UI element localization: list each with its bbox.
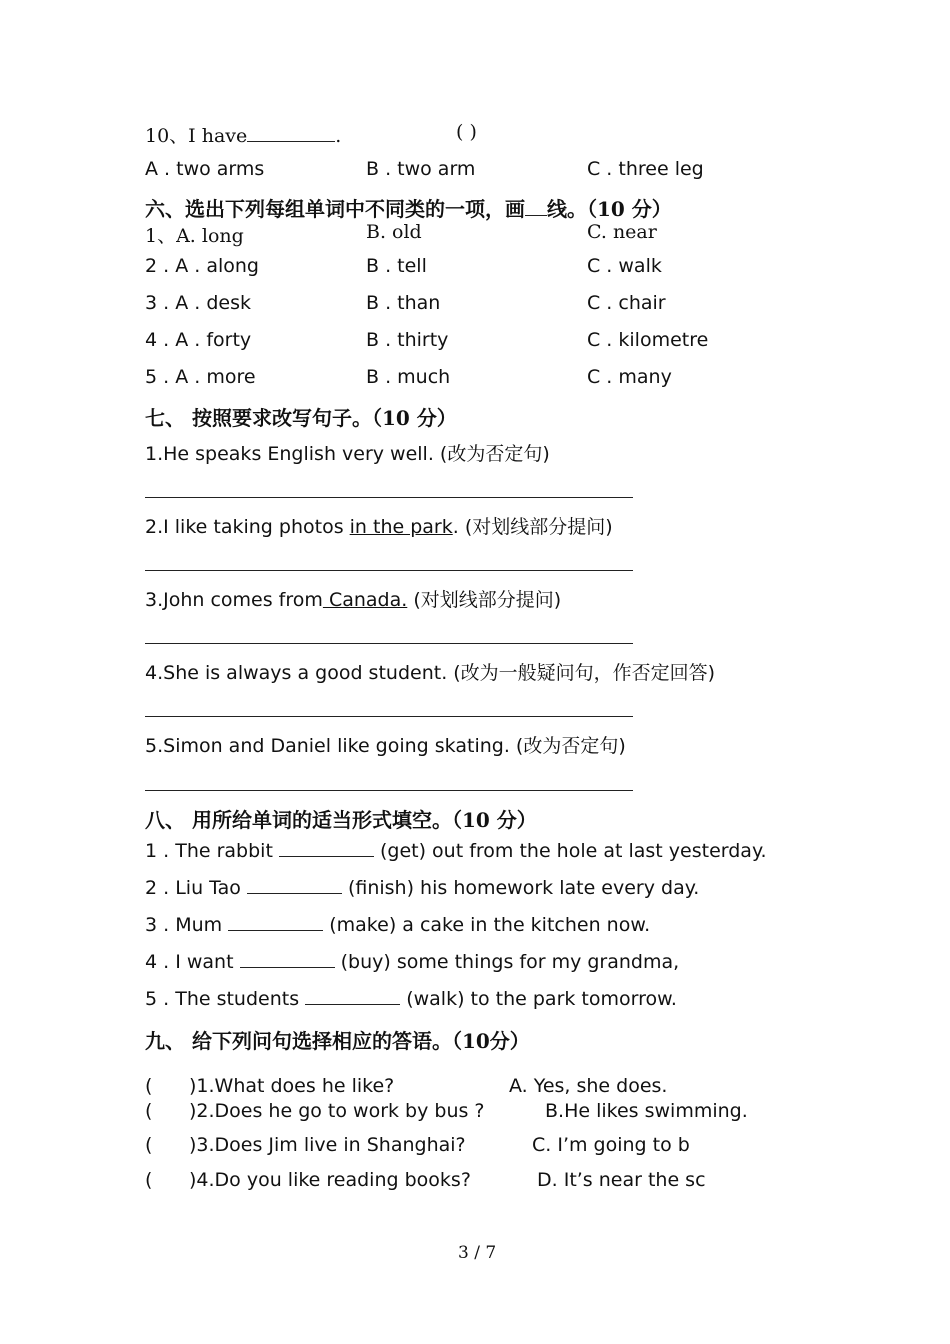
s9-q3-paren[interactable]: (: [145, 1134, 153, 1156]
section-7-heading: 七、 按照要求改写句子。（10 分）: [145, 406, 457, 430]
s9-answer-d: D. It’s near the sc: [537, 1169, 706, 1191]
s6-row5-b: B . much: [366, 366, 451, 388]
s8-item-2-text-b: (finish) his homework late every day.: [341, 877, 700, 899]
s7-q3-answer-line[interactable]: [145, 643, 633, 644]
s7-q4-answer-line[interactable]: [145, 716, 633, 717]
s8-item-5-text-a: 5 . The students: [145, 988, 306, 1010]
s6-row4-c: C . kilometre: [587, 329, 709, 351]
section-9-heading: 九、 给下列问句选择相应的答语。（10分）: [145, 1029, 530, 1053]
s7-q3-text-b: (对划线部分提问): [407, 589, 562, 611]
s7-q2-text-b: . (对划线部分提问): [452, 516, 613, 538]
q10-option-b: B . two arm: [366, 158, 476, 180]
s7-q3-text-a: 3.John comes from: [145, 589, 323, 611]
s8-item-5-blank[interactable]: [305, 1004, 400, 1005]
s9-q1-text: )1.What does he like?: [189, 1075, 395, 1097]
s8-item-4: [145, 951, 679, 973]
s8-item-2-text-a: 2 . Liu Tao: [145, 877, 247, 899]
s6-row1-b: B. old: [366, 221, 422, 243]
s8-item-4-text-b: (buy) some things for my grandma,: [334, 951, 680, 973]
s8-item-2-blank[interactable]: [247, 893, 342, 894]
q10-option-a: A . two arms: [145, 158, 265, 180]
s7-q5-answer-line[interactable]: [145, 790, 633, 791]
section-6-heading-blank: [525, 215, 547, 216]
s9-q2-text: )2.Does he go to work by bus ?: [189, 1100, 485, 1122]
s9-q1-paren[interactable]: (: [145, 1075, 153, 1097]
s8-item-1-blank[interactable]: [279, 856, 374, 857]
s9-q4-paren[interactable]: (: [145, 1169, 153, 1191]
s8-item-5-text-b: (walk) to the park tomorrow.: [400, 988, 677, 1010]
s8-item-4-blank[interactable]: [240, 967, 335, 968]
s8-item-3-text-b: (make) a cake in the kitchen now.: [323, 914, 651, 936]
s6-row5-c: C . many: [587, 366, 672, 388]
s7-q1: 1.He speaks English very well. (改为否定句): [145, 443, 550, 465]
s9-answer-c: C. I’m going to b: [532, 1134, 690, 1156]
s8-item-4-text-a: 4 . I want: [145, 951, 240, 973]
q10-prompt: 10、I have: [145, 125, 248, 147]
q10-option-c: C . three leg: [587, 158, 704, 180]
s6-row4-b: B . thirty: [366, 329, 449, 351]
s6-row3-b: B . than: [366, 292, 441, 314]
s9-answer-b: B.He likes swimming.: [545, 1100, 748, 1122]
s6-row2-a: 2 . A . along: [145, 255, 259, 277]
s8-item-2: [145, 877, 699, 899]
q10-answer-paren: ( ): [456, 121, 477, 143]
s9-answer-a: A. Yes, she does.: [509, 1075, 668, 1097]
section-6-heading-a: 六、选出下列每组单词中不同类的一项，画: [145, 197, 525, 221]
s7-q3-underlined: Canada.: [322, 589, 408, 611]
s8-item-1-text-b: (get) out from the hole at last yesterday.: [373, 840, 767, 862]
q10-end: .: [335, 125, 342, 147]
s9-q3-text: )3.Does Jim live in Shanghai?: [189, 1134, 466, 1156]
s6-row5-a: 5 . A . more: [145, 366, 256, 388]
s8-item-3-blank[interactable]: [228, 930, 323, 931]
s9-q2-paren[interactable]: (: [145, 1100, 153, 1122]
s9-q4-text: )4.Do you like reading books?: [189, 1169, 471, 1191]
q10-blank[interactable]: [247, 141, 335, 142]
s6-row4-a: 4 . A . forty: [145, 329, 252, 351]
s6-row3-a: 3 . A . desk: [145, 292, 251, 314]
s7-q3: [145, 585, 561, 612]
s7-q2: [145, 512, 613, 539]
s8-item-3-text-a: 3 . Mum: [145, 914, 229, 936]
s6-row1-c: C. near: [587, 221, 657, 243]
s6-row2-c: C . walk: [587, 255, 662, 277]
s6-row1-a: 1、A. long: [145, 225, 244, 247]
s7-q4: 4.She is always a good student. (改为一般疑问句，作否定回答): [145, 662, 716, 684]
section-8-heading: 八、 用所给单词的适当形式填空。（10 分）: [145, 808, 537, 832]
q10-line: [145, 121, 341, 148]
s8-item-5: [145, 988, 677, 1010]
s8-item-3: [145, 914, 650, 936]
s7-q2-underlined: in the park: [349, 516, 453, 538]
page-number: 3 / 7: [458, 1243, 497, 1263]
section-6-heading: [145, 193, 672, 222]
s7-q5: 5.Simon and Daniel like going skating. (改为否定句): [145, 735, 626, 757]
s7-q2-answer-line[interactable]: [145, 570, 633, 571]
s7-q1-answer-line[interactable]: [145, 497, 633, 498]
s6-row3-c: C . chair: [587, 292, 666, 314]
s6-row2-b: B . tell: [366, 255, 427, 277]
s8-item-1-text-a: 1 . The rabbit: [145, 840, 279, 862]
s8-item-1: [145, 840, 767, 862]
s7-q2-text-a: 2.I like taking photos: [145, 516, 350, 538]
section-6-heading-b: 线。（10 分）: [547, 197, 672, 221]
